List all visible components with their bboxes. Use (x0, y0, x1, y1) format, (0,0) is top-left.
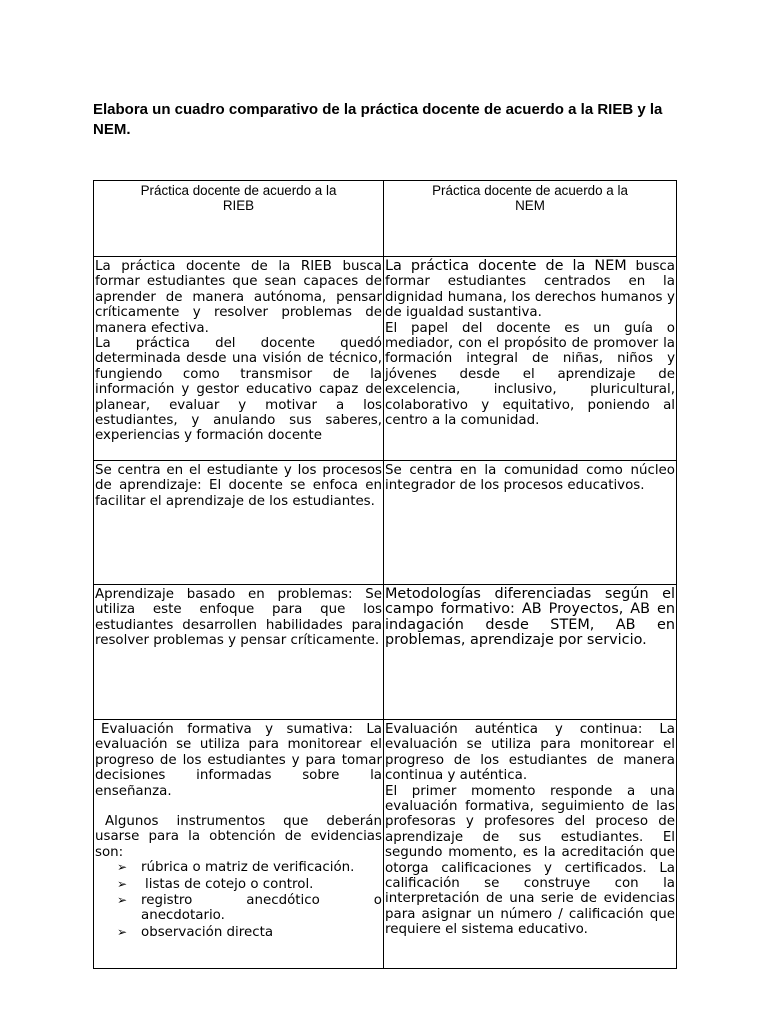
row2-nem-text: Se centra en la comunidad como núcleo integrador de los procesos educativos. (385, 463, 675, 494)
arrowhead-bullet-icon: ➢ (117, 924, 128, 939)
list-item-word: registro (141, 893, 193, 909)
header-rieb (94, 181, 384, 257)
list-item-word: o (373, 893, 382, 909)
list-item-word: anecdótico (246, 893, 320, 909)
header-nem-line1: Práctica docente de acuerdo a la (432, 183, 628, 198)
list-item (117, 860, 382, 875)
row1-nem-paragraph-2: El papel del docente es un guía o mediador, con el propósito de promover la formación integral de niñas, niños y jóvenes desde el aprendizaje de excelencia, inclusivo, pluricultural, colaborativo y equitativo, poniendo al centro a la comunidad. (385, 320, 675, 429)
row2-rieb-cell (94, 461, 384, 585)
row1-rieb-cell (94, 257, 384, 461)
header-rieb-line1: Práctica docente de acuerdo a la (140, 183, 337, 198)
list-item (117, 893, 382, 924)
arrowhead-bullet-icon: ➢ (117, 860, 128, 875)
row3-nem-cell (384, 585, 677, 720)
list-item (117, 925, 382, 940)
row4-rieb-paragraph-1: Evaluación formativa y sumativa: La evaluación se utiliza para monitorear el progreso de los estudiantes y para tomar decisiones informadas sobre la enseñanza. (95, 722, 382, 799)
page-title: Elabora un cuadro comparativo de la práctica docente de acuerdo a la RIEB y la NEM. (93, 101, 663, 138)
table-row (94, 257, 677, 461)
row4-rieb-cell (94, 720, 384, 969)
list-item (117, 877, 382, 892)
list-item-text: listas de cotejo o control. (145, 876, 314, 892)
row4-rieb-paragraph-2: Algunos instrumentos que deberán usarse para la obtención de evidencias son: (95, 814, 382, 860)
list-item-text: rúbrica o matriz de verificación. (141, 860, 355, 876)
row3-rieb-cell (94, 585, 384, 720)
table-header-row (94, 181, 677, 257)
table-row (94, 461, 677, 585)
table-row (94, 720, 677, 969)
row3-rieb-text: Aprendizaje basado en problemas: Se utiliza este enfoque para que los estudiantes desarrollen habilidades para resolver problemas y pensar críticamente. (95, 587, 382, 649)
row1-nem-rest: busca formar estudiantes centrados en la dignidad humana, los derechos humanos y de igualdad sustantiva. (385, 259, 675, 321)
header-rieb-line2: RIEB (222, 198, 255, 214)
list-item-justified-line (141, 893, 382, 908)
list-item-text: observación directa (141, 924, 274, 940)
row4-nem-paragraph-2: El primer momento responde a una evaluación formativa, seguimiento de las profesoras y profesores del proceso de aprendizaje de sus estudiantes. El segundo momento, es la acreditación que otorga calificaciones y certificados. La calificación se construye con la interpretación de una serie de evidencias para asignar un número / calificación que requiere el sistema educativo. (385, 783, 675, 938)
row1-rieb-paragraph-2: La práctica del docente quedó determinada desde una visión de técnico, fungiendo como transmisor de la información y gestor educativo capaz de planear, evaluar y motivar a los estudiantes, y anulando sus saberes, experiencias y formación docente (95, 336, 382, 444)
paragraph-spacer (95, 799, 382, 814)
arrowhead-bullet-icon: ➢ (117, 893, 128, 908)
row4-nem-paragraph-1: Evaluación auténtica y continua: La evaluación se utiliza para monitorear el progreso de los estudiantes de manera continua y auténtica. (385, 722, 675, 784)
table-row (94, 585, 677, 720)
row2-rieb-text: Se centra en el estudiante y los procesos de aprendizaje: El docente se enfoca en facilitar el aprendizaje de los estudiantes. (95, 463, 382, 509)
header-nem (384, 181, 677, 257)
list-item-text: anecdotario. (141, 908, 225, 924)
arrowhead-bullet-icon: ➢ (117, 876, 128, 891)
comparison-table (93, 180, 677, 969)
row3-nem-text: Metodologías diferenciadas según el campo formativo: AB Proyectos, AB en indagación desde STEM, AB en problemas, aprendizaje por servicio. (385, 586, 675, 649)
header-nem-line2: NEM (515, 198, 545, 214)
row1-rieb-paragraph-1: La práctica docente de la RIEB busca formar estudiantes que sean capaces de aprender de manera autónoma, pensar críticamente y resolver problemas de manera efectiva. (95, 259, 382, 336)
row1-nem-paragraph-1 (385, 259, 675, 321)
row2-nem-cell (384, 461, 677, 585)
instrument-list (95, 860, 382, 940)
row1-nem-cell (384, 257, 677, 461)
row1-nem-lead: La práctica docente de la NEM (385, 258, 627, 274)
row4-nem-cell (384, 720, 677, 969)
